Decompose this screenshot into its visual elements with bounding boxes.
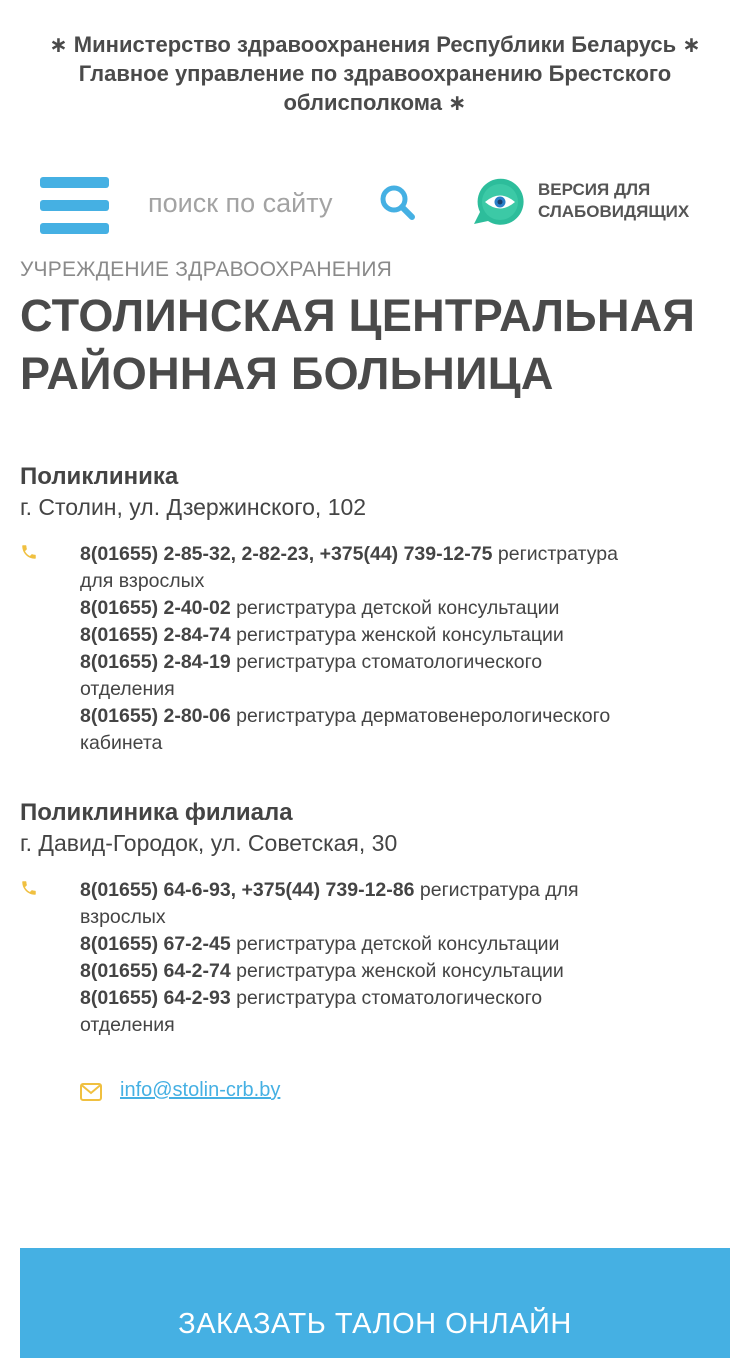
page-title-line-1: СТОЛИНСКАЯ ЦЕНТРАЛЬНАЯ	[20, 290, 696, 341]
institution-subtitle: УЧРЕЖДЕНИЕ ЗДРАВООХРАНЕНИЯ	[20, 258, 393, 281]
phone-entry	[80, 985, 640, 1039]
phone-icon	[20, 879, 38, 897]
phone-number[interactable]: 8(01655) 2-40-02	[80, 597, 231, 619]
phone-entry	[80, 877, 640, 931]
low-vision-version-link[interactable]	[538, 179, 738, 223]
phone-entry	[80, 541, 640, 595]
phone-description: регистратура для взрослых	[80, 879, 579, 928]
phone-description: регистратура детской консультации	[236, 597, 560, 619]
phone-icon	[20, 543, 38, 561]
phone-description: регистратура для взрослых	[80, 543, 618, 592]
phone-number[interactable]: 8(01655) 64-6-93, +375(44) 739-12-86	[80, 879, 415, 901]
order-ticket-button[interactable]: ЗАКАЗАТЬ ТАЛОН ОНЛАЙН	[20, 1248, 730, 1358]
clinic-address: г. Столин, ул. Дзержинского, 102	[20, 494, 367, 520]
clinic-phone-list	[80, 541, 640, 757]
clinic-phone-list	[80, 877, 640, 1039]
ministry-line-2: Главное управление по здравоохранению Брестского облисполкома ∗	[78, 61, 672, 115]
phone-description: регистратура дерматовенерологического кабинета	[80, 705, 611, 754]
phone-number[interactable]: 8(01655) 2-84-19	[80, 651, 231, 673]
phone-description: регистратура женской консультации	[236, 960, 564, 982]
page-title-line-2: РАЙОННАЯ БОЛЬНИЦА	[20, 348, 554, 399]
page-title	[20, 287, 730, 403]
eye-icon[interactable]	[470, 178, 526, 228]
phone-description: регистратура женской консультации	[236, 624, 564, 646]
phone-number[interactable]: 8(01655) 2-85-32, 2-82-23, +375(44) 739-12-75	[80, 543, 493, 565]
top-bar	[0, 170, 750, 240]
low-vision-label-line-2: СЛАБОВИДЯЩИХ	[538, 202, 690, 221]
phone-number[interactable]: 8(01655) 2-84-74	[80, 624, 231, 646]
phone-entry	[80, 649, 640, 703]
search-input[interactable]	[142, 182, 379, 224]
phone-entry	[80, 703, 640, 757]
phone-number[interactable]: 8(01655) 67-2-45	[80, 933, 231, 955]
phone-description: регистратура детской консультации	[236, 933, 560, 955]
clinic-title: Поликлиника	[20, 463, 179, 490]
phone-entry	[80, 622, 640, 649]
phone-description: регистратура стоматологического отделения	[80, 651, 543, 700]
search-icon[interactable]	[378, 183, 418, 223]
hamburger-menu-icon[interactable]	[40, 176, 110, 234]
low-vision-label-line-1: ВЕРСИЯ ДЛЯ	[538, 180, 651, 199]
phone-entry	[80, 931, 640, 958]
phone-number[interactable]: 8(01655) 64-2-74	[80, 960, 231, 982]
ministry-line-1: ∗ Министерство здравоохранения Республики Беларусь ∗	[49, 32, 701, 57]
email-link[interactable]: info@stolin-crb.by	[120, 1079, 281, 1101]
phone-entry	[80, 958, 640, 985]
ministry-header	[20, 30, 730, 117]
phone-entry	[80, 595, 640, 622]
clinic-title: Поликлиника филиала	[20, 799, 293, 826]
clinic-address: г. Давид-Городок, ул. Советская, 30	[20, 830, 398, 856]
envelope-icon	[80, 1083, 102, 1101]
phone-description: регистратура стоматологического отделения	[80, 987, 543, 1036]
phone-number[interactable]: 8(01655) 2-80-06	[80, 705, 231, 727]
phone-number[interactable]: 8(01655) 64-2-93	[80, 987, 231, 1009]
